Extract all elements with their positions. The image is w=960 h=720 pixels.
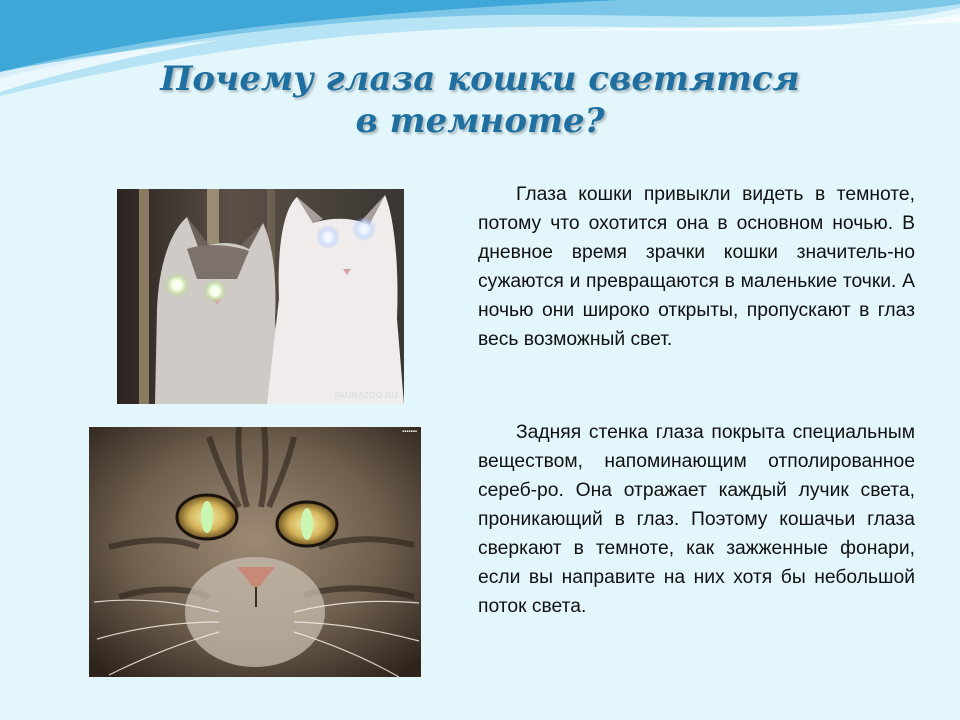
- title-line-1: Почему глаза кошки светятся: [160, 59, 800, 99]
- photo-watermark: FAUNAZOO.RU: [334, 391, 398, 400]
- tabby-cat-closeup-photo: [89, 427, 421, 677]
- two-cats-glowing-eyes-photo: [117, 189, 404, 404]
- photo-corner-mark: ▪▪▪▪▪▪▪: [402, 429, 417, 435]
- paragraph-2: Задняя стенка глаза покрыта специальным веществом, напоминающим отполированное сереб-ро. Она отражает каждый лучик света, проникающий в глаз. Поэтому кошачьи глаза сверкают в темноте, как зажженные фонари, если вы направите на них хотя бы небольшой поток света.: [478, 422, 915, 617]
- paragraph-1: Глаза кошки привыкли видеть в темноте, потому что охотится она в основном ночью. В дневное время зрачки кошки значитель-но сужаются и превращаются в маленькие точки. А ночью они широко открыты, пропускают в глаз весь возможный свет.: [478, 184, 915, 350]
- title-line-2: в темноте?: [355, 101, 605, 141]
- slide-title: [90, 58, 870, 142]
